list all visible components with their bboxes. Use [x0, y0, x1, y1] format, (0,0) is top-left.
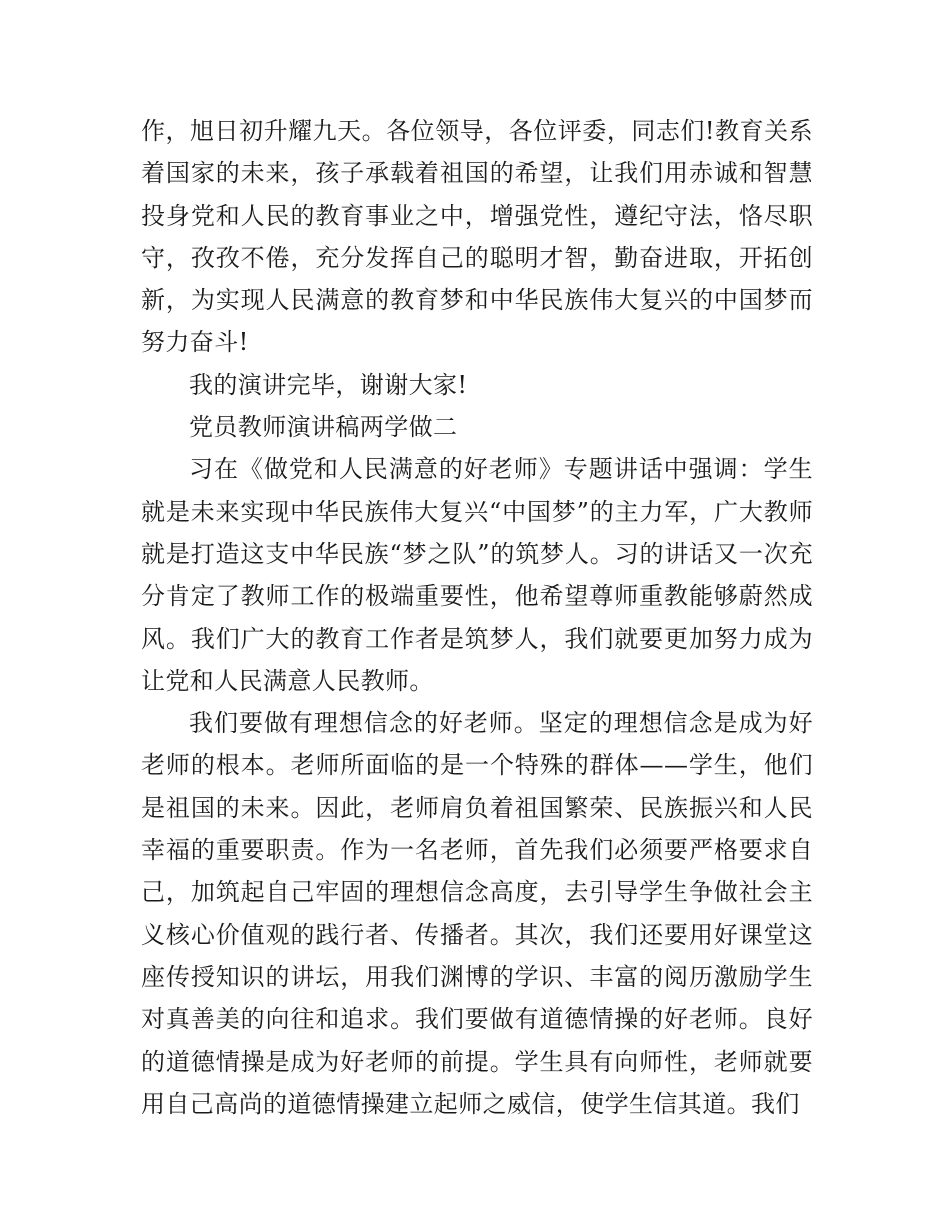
paragraph-ideals: 我们要做有理想信念的好老师。坚定的理想信念是成为好老师的根本。老师所面临的是一个特殊的群体——学生，他们是祖国的未来。因此，老师肩负着祖国繁荣、民族振兴和人民幸福的重要职责。作为一名老师，首先我们必须要严格要求自己，加筑起自己牢固的理想信念高度，去引导学生争做社会主义核心价值观的践行者、传播者。其次，我们还要用好课堂这座传授知识的讲坛，用我们渊博的学识、丰富的阅历激励学生对真善美的向往和追求。我们要做有道德情操的好老师。良好的道德情操是成为好老师的前提。学生具有向师性，老师就要用自己高尚的道德情操建立起师之威信，使学生信其道。我们 [141, 709, 813, 1118]
paragraph-closing-call: 作，旭日初升耀九天。各位领导，各位评委，同志们!教育关系着国家的未来，孩子承载着祖国的希望，让我们用赤诚和智慧投身党和人民的教育事业之中，增强党性，遵纪守法，恪尽职守，孜孜不倦，充分发挥自己的聪明才智，勤奋进取，开拓创新，为实现人民满意的教育梦和中华民族伟大复兴的中国梦而努力奋斗! [141, 117, 813, 357]
paragraph-speech-quote: 习在《做党和人民满意的好老师》专题讲话中强调：学生就是未来实现中华民族伟大复兴“中国梦”的主力军，广大教师就是打造这支中华民族“梦之队”的筑梦人。习的讲话又一次充分肯定了教师工作的极端重要性，他希望尊师重教能够蔚然成风。我们广大的教育工作者是筑梦人，我们就要更加努力成为让党和人民满意人民教师。 [141, 455, 813, 695]
section-heading: 党员教师演讲稿两学做二 [189, 413, 458, 442]
body-text [141, 110, 813, 1125]
paragraph-thanks: 我的演讲完毕，谢谢大家! [189, 370, 468, 399]
